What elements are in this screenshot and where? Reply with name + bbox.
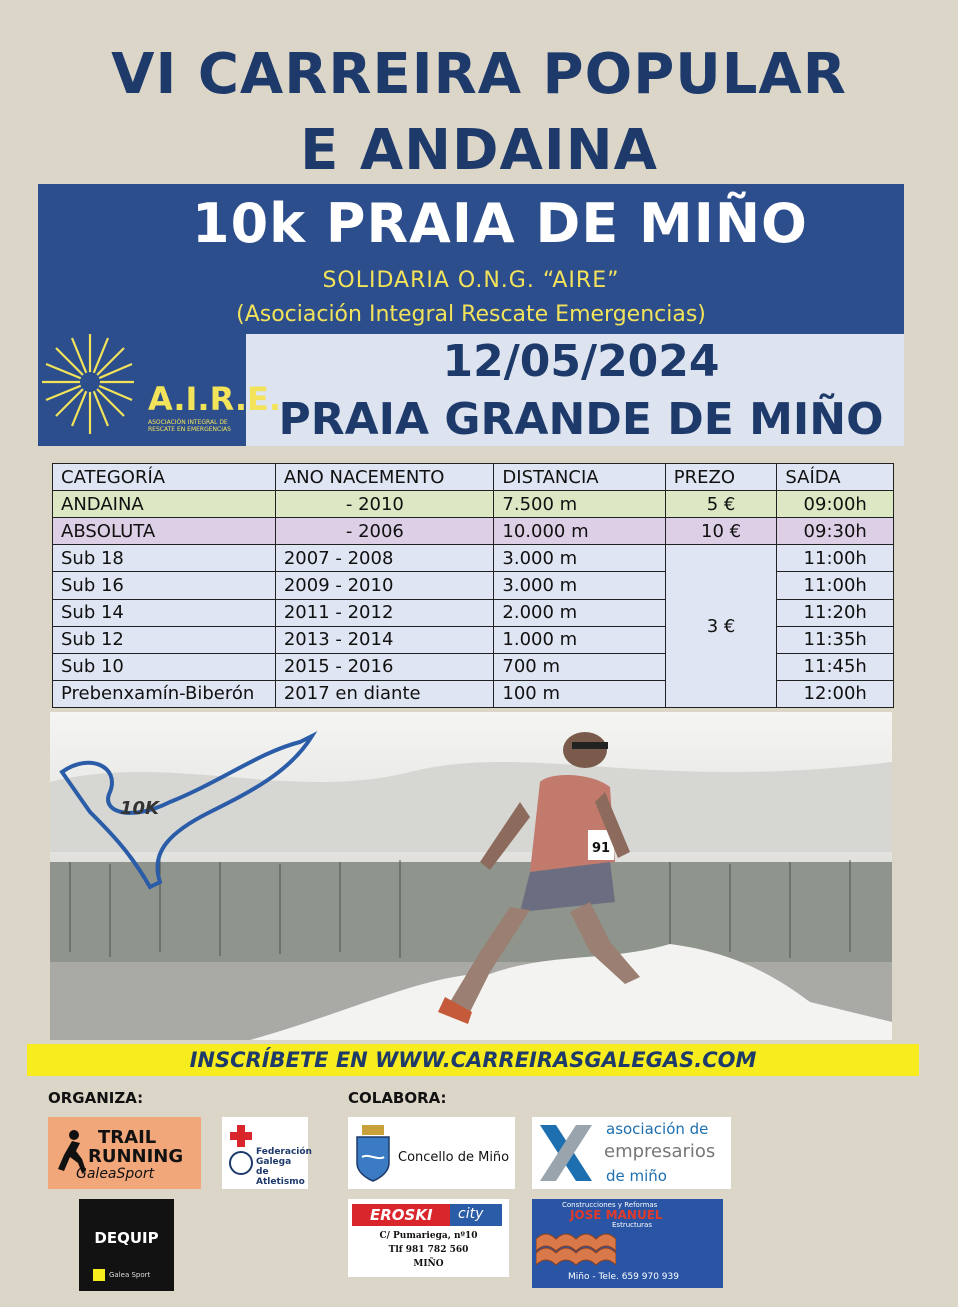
runner-photo <box>50 712 892 1040</box>
header-start: SAÍDA <box>777 464 894 491</box>
dequip-logo-text: DEQUIP <box>94 1229 159 1247</box>
schedule-table <box>52 463 894 708</box>
race-name: 10k PRAIA DE MIÑO <box>192 192 808 255</box>
dequip-logo-sub: Galea Sport <box>109 1271 151 1279</box>
cell-price: 10 € <box>665 518 777 545</box>
cell-year: 2013 - 2014 <box>275 626 494 653</box>
cell-year: 2015 - 2016 <box>275 653 494 680</box>
cell-distance: 700 m <box>494 653 665 680</box>
race-date: 12/05/2024 <box>442 336 720 387</box>
cell-start: 11:35h <box>777 626 894 653</box>
table-row <box>53 518 894 545</box>
cell-year: - 2010 <box>275 491 494 518</box>
eroski-city: city <box>458 1206 484 1222</box>
cell-start: 09:30h <box>777 518 894 545</box>
cell-distance: 2.000 m <box>494 599 665 626</box>
cell-year: 2007 - 2008 <box>275 545 494 572</box>
aem-logo-line3: de miño <box>606 1167 667 1185</box>
association-line: (Asociación Integral Rescate Emergencias) <box>236 302 706 327</box>
cell-start: 09:00h <box>777 491 894 518</box>
cell-distance: 1.000 m <box>494 626 665 653</box>
registration-link[interactable]: INSCRÍBETE EN WWW.CARREIRASGALEGAS.COM <box>189 1048 757 1072</box>
cell-year: - 2006 <box>275 518 494 545</box>
roof-tiles-icon <box>536 1229 616 1269</box>
cell-category: Sub 18 <box>53 545 276 572</box>
cell-youth-price: 3 € <box>665 545 777 708</box>
aire-logo-name: A.I.R.E. <box>148 380 281 418</box>
header-category: CATEGORÍA <box>53 464 276 491</box>
cell-distance: 100 m <box>494 680 665 707</box>
fga-crest-icon <box>228 1125 254 1179</box>
cell-distance: 10.000 m <box>494 518 665 545</box>
cell-year: 2011 - 2012 <box>275 599 494 626</box>
asociacion-empresarios-logo <box>532 1117 731 1189</box>
cell-category: ANDAINA <box>53 491 276 518</box>
race-venue: PRAIA GRANDE DE MIÑO <box>278 394 884 445</box>
header-price: PREZO <box>665 464 777 491</box>
colabora-label: COLABORA: <box>348 1089 447 1107</box>
event-title-line2: E ANDAINA <box>300 118 658 183</box>
cell-category: Prebenxamín-Biberón <box>53 680 276 707</box>
federacion-galega-atletismo-logo <box>222 1117 312 1189</box>
cell-year: 2009 - 2010 <box>275 572 494 599</box>
dequip-mark-icon <box>93 1269 105 1281</box>
dequip-logo <box>79 1199 174 1291</box>
eroski-name: EROSKI <box>370 1206 433 1224</box>
cell-category: Sub 10 <box>53 653 276 680</box>
cell-start: 11:00h <box>777 545 894 572</box>
table-row <box>53 545 894 572</box>
bib-number: 91 <box>592 841 611 856</box>
eroski-city-logo <box>348 1199 509 1277</box>
header-birth-year: ANO NACEMENTO <box>275 464 494 491</box>
event-title-line1: VI CARREIRA POPULAR <box>111 42 847 107</box>
cell-start: 12:00h <box>777 680 894 707</box>
route-label: 10K <box>120 798 159 819</box>
jose-logo-phone: Miño - Tele. 659 970 939 <box>568 1272 679 1282</box>
jose-logo-line1: Construcciones y Reformas <box>562 1201 658 1209</box>
organiza-label: ORGANIZA: <box>48 1089 144 1107</box>
aem-logo-line2: empresarios <box>604 1141 716 1162</box>
cell-category: ABSOLUTA <box>53 518 276 545</box>
aem-logo-line1: asociación de <box>606 1120 709 1138</box>
cell-start: 11:00h <box>777 572 894 599</box>
fga-logo-text: Federación Galega de Atletismo <box>256 1147 312 1187</box>
jose-manuel-construcciones-logo <box>532 1199 723 1288</box>
cell-year: 2017 en diante <box>275 680 494 707</box>
eroski-town: MIÑO <box>413 1259 444 1269</box>
eroski-street: C/ Pumariega, nº10 <box>379 1231 478 1241</box>
trail-running-logo <box>48 1117 201 1189</box>
cell-distance: 3.000 m <box>494 545 665 572</box>
eroski-phone: Tlf 981 782 560 <box>388 1245 469 1255</box>
coat-of-arms-icon <box>354 1123 392 1183</box>
cell-category: Sub 16 <box>53 572 276 599</box>
cell-category: Sub 14 <box>53 599 276 626</box>
cell-distance: 3.000 m <box>494 572 665 599</box>
jose-logo-line3: Estructuras <box>612 1221 652 1229</box>
cell-price: 5 € <box>665 491 777 518</box>
trail-logo-line3: GaleaSport <box>76 1166 155 1182</box>
cell-start: 11:45h <box>777 653 894 680</box>
cell-distance: 7.500 m <box>494 491 665 518</box>
solidaria-line: SOLIDARIA O.N.G. “AIRE” <box>322 268 620 293</box>
trail-logo-line1: TRAIL <box>98 1127 157 1148</box>
trail-logo-line2: RUNNING <box>88 1146 184 1167</box>
concello-mino-logo <box>348 1117 515 1189</box>
jose-logo-line2: JOSE MANUEL <box>570 1208 663 1222</box>
table-row <box>53 491 894 518</box>
aire-logo-subtitle: ASOCIACIÓN INTEGRAL DE RESCATE EN EMERGENCIAS <box>148 419 231 433</box>
table-header-row <box>53 464 894 491</box>
aem-x-icon <box>536 1121 596 1185</box>
cell-start: 11:20h <box>777 599 894 626</box>
header-distance: DISTANCIA <box>494 464 665 491</box>
cell-category: Sub 12 <box>53 626 276 653</box>
concello-logo-text: Concello de Miño <box>398 1150 510 1165</box>
